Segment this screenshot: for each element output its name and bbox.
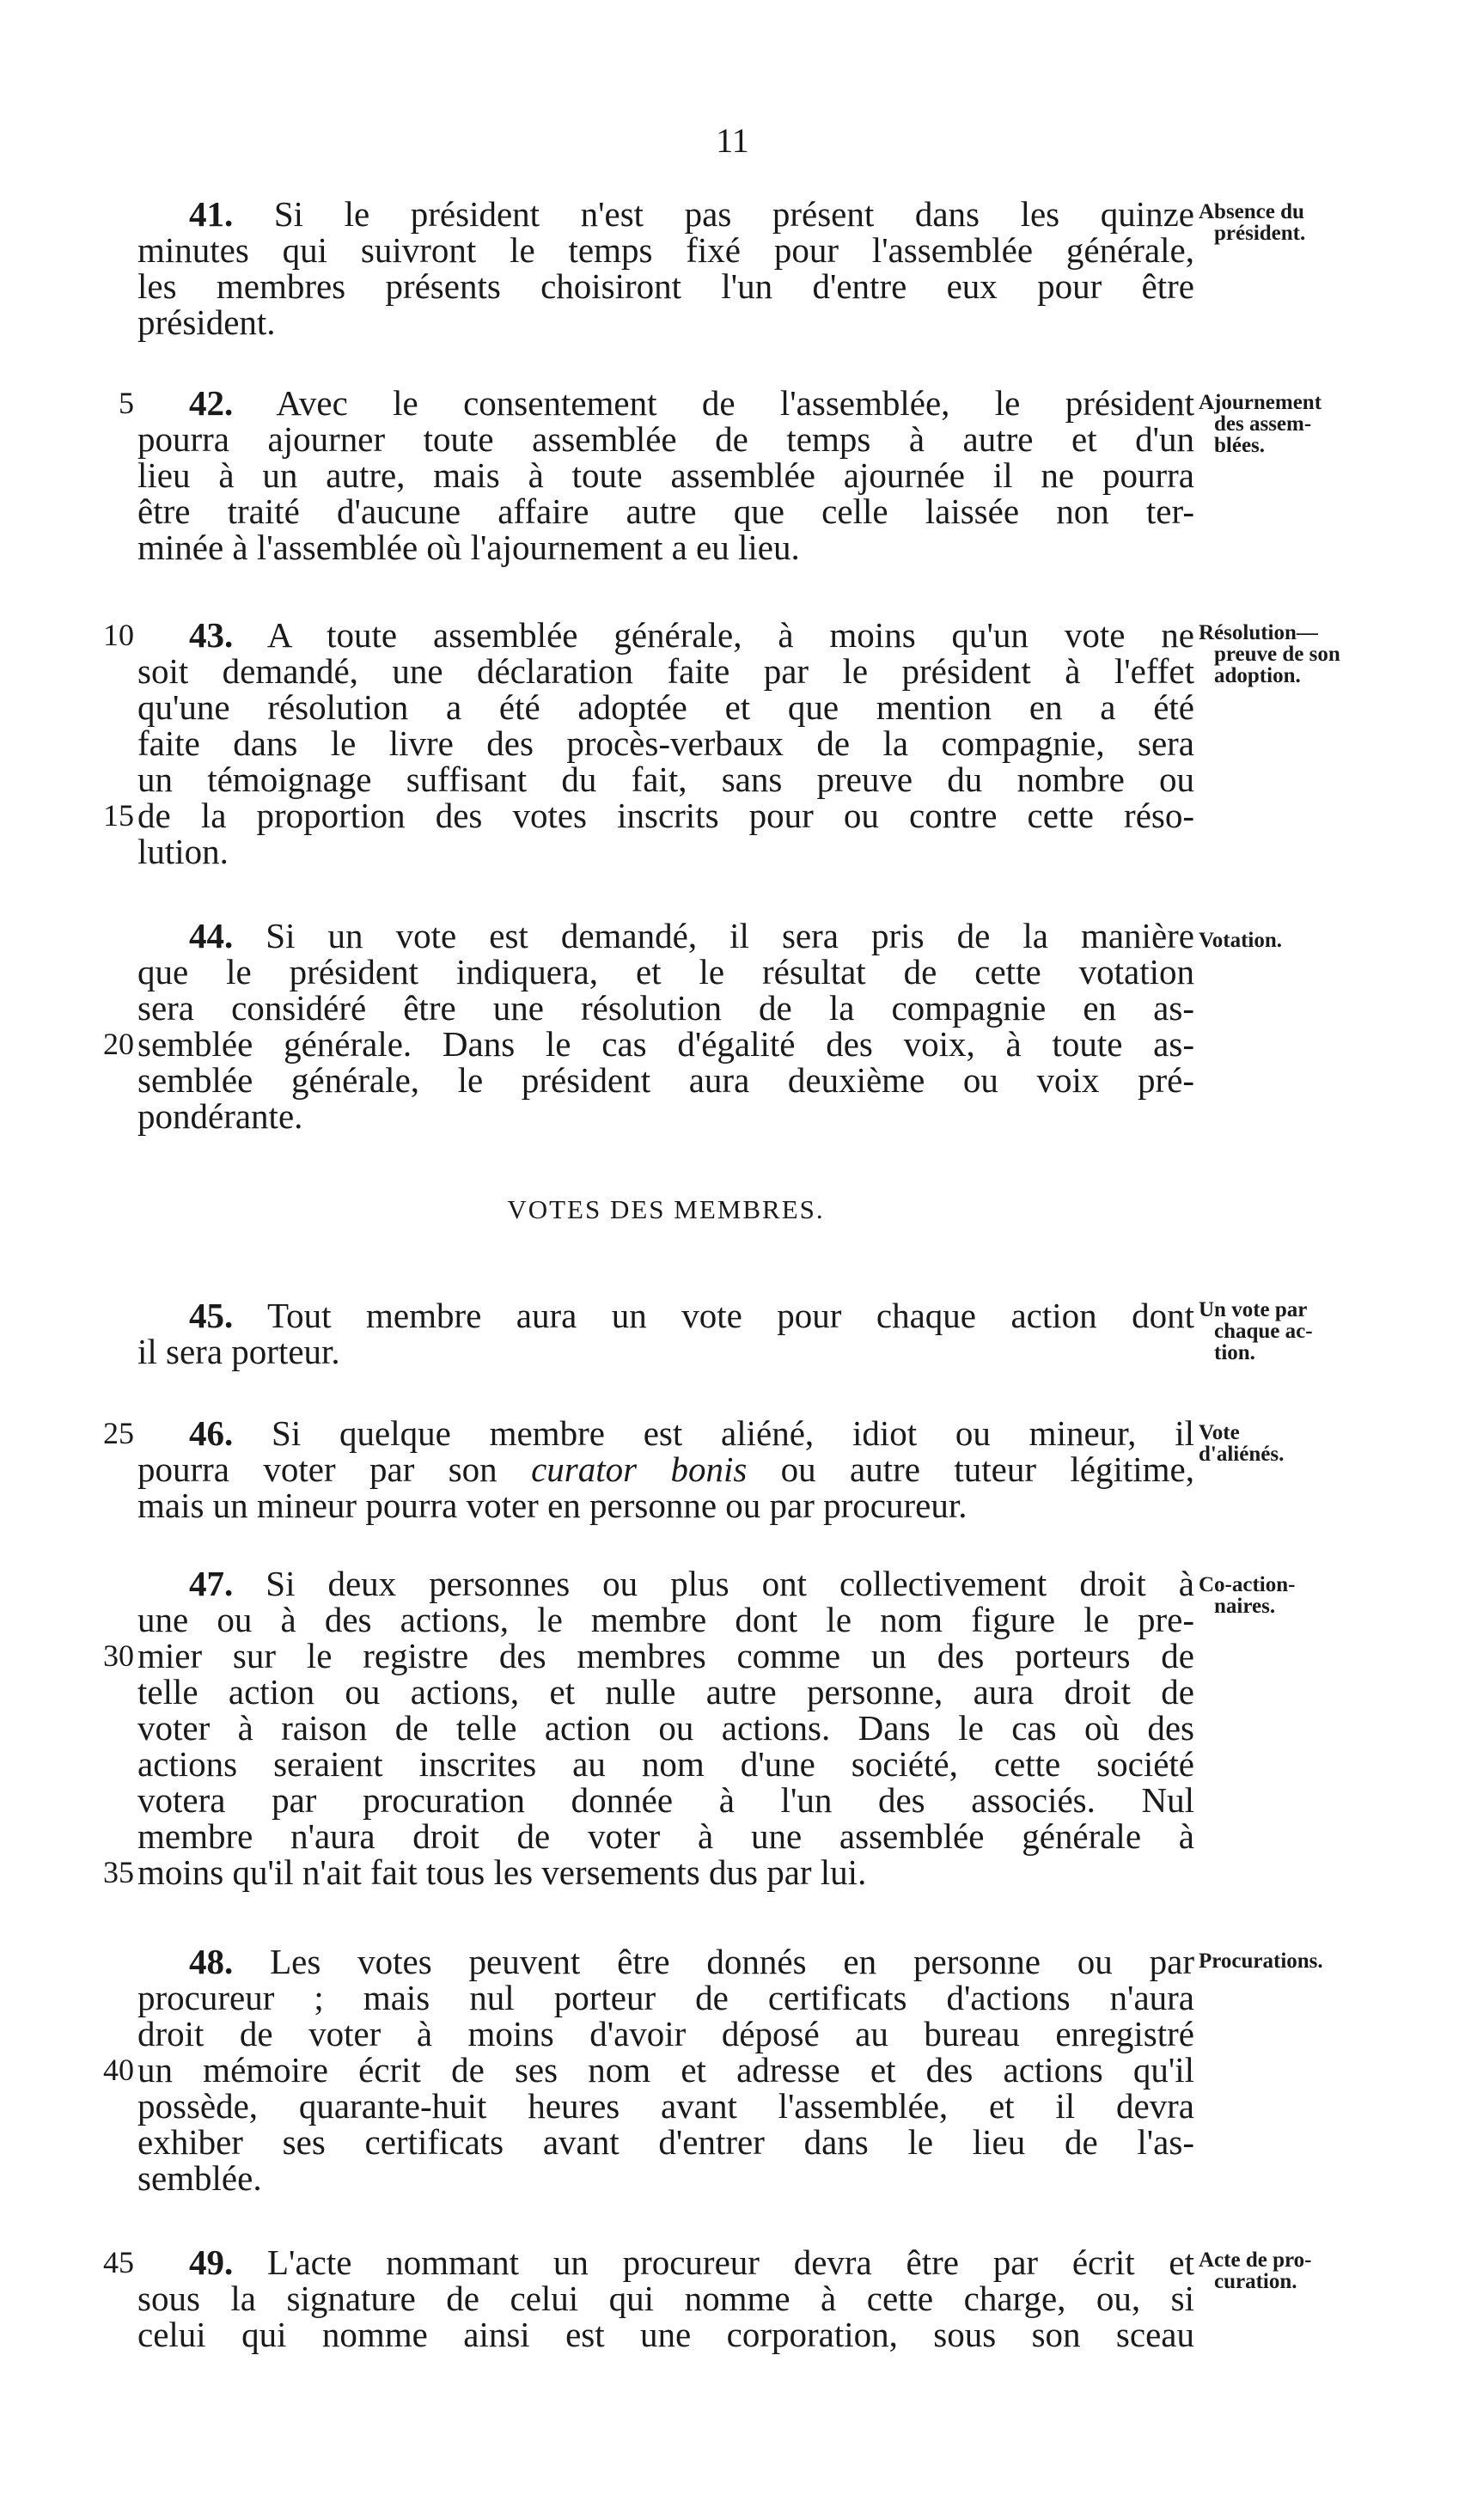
article-line: un témoignage suffisant du fait, sans preuve du nombre ou — [137, 760, 1194, 799]
article-43 — [137, 617, 1194, 869]
line-number: 25 — [103, 1416, 134, 1450]
article-line: qu'une résolution a été adoptée et que mention en a été — [137, 687, 1194, 727]
article-line: les membres présents choisiront l'un d'entre eux pour être — [137, 266, 1194, 306]
article-45 — [137, 1297, 1194, 1370]
article-line: procureur ; mais nul porteur de certificats d'actions n'aura — [137, 1978, 1194, 2017]
margin-note-44: Votation. — [1199, 929, 1283, 952]
article-line: pondérante. — [137, 1096, 303, 1136]
article-line: lution. — [137, 832, 229, 871]
article-line: minutes qui suivront le temps fixé pour l'assemblée générale, — [137, 230, 1194, 270]
article-line: 47. Si deux personnes ou plus ont collectivement droit à — [189, 1564, 1194, 1603]
article-line: 45. Tout membre aura un vote pour chaque action dont — [189, 1296, 1194, 1335]
article-line: mais un mineur pourra voter en personne ou par procureur. — [137, 1486, 968, 1525]
margin-note-43: Résolution— preuve de son adoption. — [1199, 621, 1340, 687]
margin-note-46: Vote d'aliénés. — [1199, 1421, 1285, 1466]
article-line: minée à l'assemblée où l'ajournement a eu lieu. — [137, 528, 800, 567]
article-line: droit de voter à moins d'avoir déposé au bureau enregistré — [137, 2014, 1194, 2053]
article-44 — [137, 918, 1194, 1134]
article-line: votera par procuration donnée à l'un des associés. Nul — [137, 1780, 1194, 1820]
article-48 — [137, 1943, 1194, 2196]
article-line: telle action ou actions, et nulle autre personne, aura droit de — [137, 1672, 1194, 1712]
article-line: voter à raison de telle action ou actions. Dans le cas où des — [137, 1708, 1194, 1748]
italic-latin-term: curator bonis — [531, 1449, 748, 1489]
article-line: semblée générale. Dans le cas d'égalité des voix, à toute as- — [137, 1024, 1194, 1064]
article-line: 41. Si le président n'est pas présent dans les quinze — [189, 194, 1194, 234]
article-line: lieu à un autre, mais à toute assemblée ajournée il ne pourra — [137, 455, 1194, 495]
margin-note-47: Co-action- naires. — [1199, 1573, 1296, 1618]
line-number: 35 — [103, 1855, 134, 1889]
article-line: exhiber ses certificats avant d'entrer dans le lieu de l'as- — [137, 2122, 1194, 2162]
article-line: un mémoire écrit de ses nom et adresse et des actions qu'il — [137, 2050, 1194, 2090]
margin-note-41: Absence du président. — [1199, 200, 1306, 245]
article-number: 46. — [189, 1413, 234, 1453]
article-46 — [137, 1415, 1194, 1523]
article-number: 43. — [189, 615, 234, 655]
article-line: mier sur le registre des membres comme un des porteurs de — [137, 1636, 1194, 1675]
section-heading: VOTES DES MEMBRES. — [507, 1194, 825, 1224]
article-line: 42. Avec le consentement de l'assemblée, le président — [189, 383, 1194, 423]
article-line: faite dans le livre des procès-verbaux de la compagnie, sera — [137, 723, 1194, 763]
line-number: 15 — [103, 798, 134, 833]
line-number: 10 — [103, 618, 134, 652]
article-47 — [137, 1565, 1194, 1890]
article-line: que le président indiquera, et le résultat de cette votation — [137, 952, 1194, 992]
article-line: pourra voter par son curator bonis ou autre tuteur légitime, — [137, 1449, 1194, 1489]
margin-note-48: Procurations. — [1199, 1949, 1323, 1973]
article-line: 43. A toute assemblée générale, à moins qu'un vote ne — [189, 615, 1194, 655]
article-line: membre n'aura droit de voter à une assemblée générale à — [137, 1816, 1194, 1856]
article-line: pourra ajourner toute assemblée de temps à autre et d'un — [137, 419, 1194, 459]
margin-note-42: Ajournement des assem- blées. — [1199, 391, 1322, 457]
line-number: 20 — [103, 1027, 134, 1061]
article-line: soit demandé, une déclaration faite par le président à l'effet — [137, 651, 1194, 691]
article-number: 44. — [189, 916, 234, 955]
margin-note-49: Acte de pro- curation. — [1199, 2248, 1312, 2293]
article-number: 47. — [189, 1564, 234, 1603]
article-line: semblée générale, le président aura deuxième ou voix pré- — [137, 1060, 1194, 1100]
page-number: 11 — [716, 121, 749, 160]
article-line: 49. L'acte nommant un procureur devra être par écrit et — [189, 2242, 1194, 2282]
article-line: moins qu'il n'ait fait tous les versements dus par lui. — [137, 1852, 867, 1892]
article-number: 48. — [189, 1942, 234, 1981]
article-line: être traité d'aucune affaire autre que celle laissée non ter- — [137, 491, 1194, 531]
article-line: 48. Les votes peuvent être donnés en personne ou par — [189, 1942, 1194, 1981]
article-49 — [137, 2244, 1194, 2352]
line-number: 5 — [119, 386, 134, 420]
article-41 — [137, 196, 1194, 340]
article-line: possède, quarante-huit heures avant l'assemblée, et il devra — [137, 2086, 1194, 2126]
line-number: 30 — [103, 1638, 134, 1673]
article-line: 44. Si un vote est demandé, il sera pris de la manière — [189, 916, 1194, 955]
article-line: président. — [137, 302, 276, 342]
line-number: 45 — [103, 2245, 134, 2279]
article-line: celui qui nomme ainsi est une corporation, sous son sceau — [137, 2315, 1194, 2354]
article-number: 41. — [189, 194, 234, 234]
article-line: semblée. — [137, 2158, 262, 2198]
article-line: de la proportion des votes inscrits pour ou contre cette réso- — [137, 796, 1194, 835]
article-number: 42. — [189, 383, 234, 423]
article-number: 49. — [189, 2242, 234, 2282]
article-42 — [137, 385, 1194, 565]
margin-note-45: Un vote par chaque ac- tion. — [1199, 1298, 1313, 1364]
article-line: sera considéré être une résolution de la compagnie en as- — [137, 988, 1194, 1028]
line-number: 40 — [103, 2053, 134, 2087]
article-line: sous la signature de celui qui nomme à cette charge, ou, si — [137, 2279, 1194, 2318]
article-line: une ou à des actions, le membre dont le nom figure le pre- — [137, 1600, 1194, 1639]
article-line: 46. Si quelque membre est aliéné, idiot ou mineur, il — [189, 1413, 1194, 1453]
article-line: il sera porteur. — [137, 1332, 340, 1371]
article-number: 45. — [189, 1296, 234, 1335]
article-line: actions seraient inscrites au nom d'une société, cette société — [137, 1744, 1194, 1784]
